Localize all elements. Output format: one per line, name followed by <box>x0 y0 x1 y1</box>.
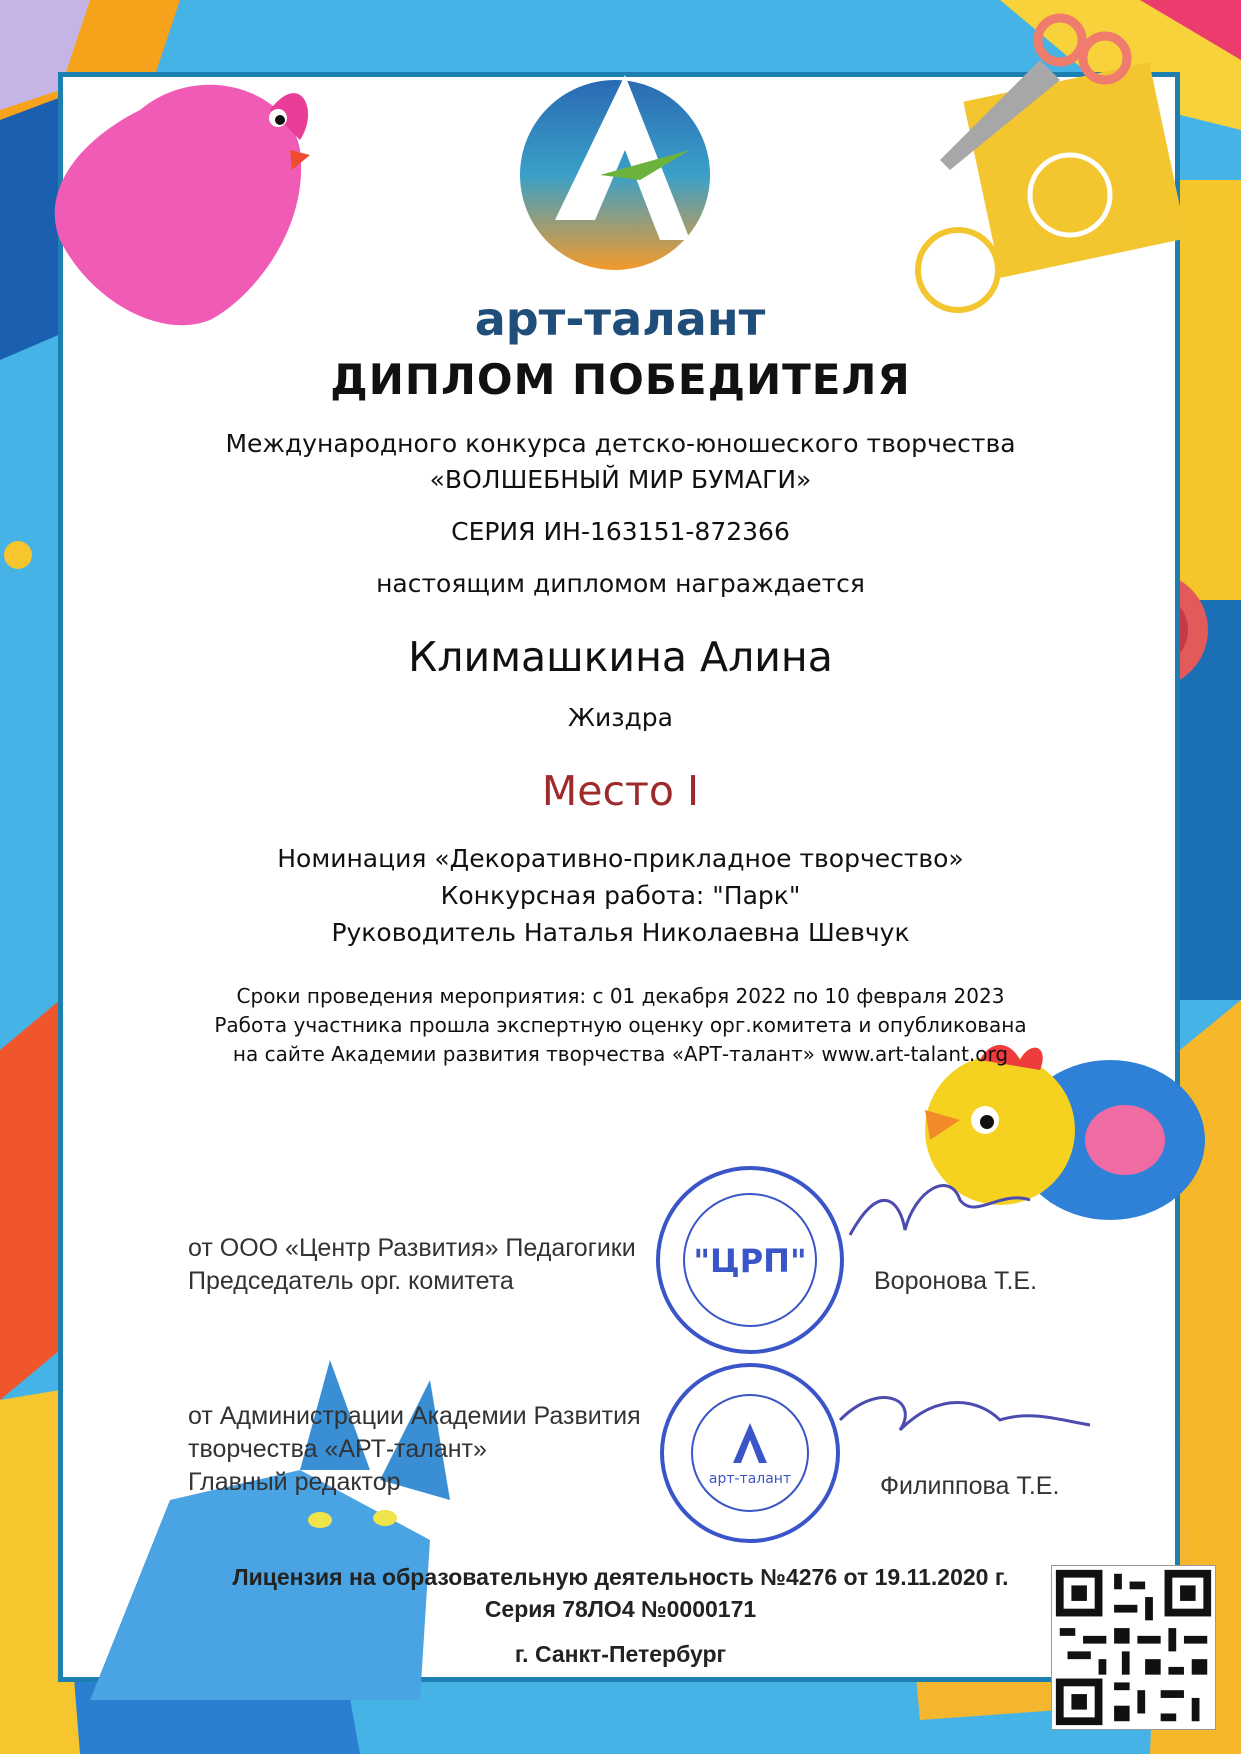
signatory1-org <box>188 1232 636 1298</box>
awarded-text: настоящим дипломом награждается <box>376 569 865 598</box>
event-dates: Сроки проведения мероприятия: с 01 декабря 2022 по 10 февраля 2023 <box>236 984 1005 1008</box>
diploma-title: ДИПЛОМ ПОБЕДИТЕЛЯ <box>330 355 911 404</box>
logo-text: арт-талант <box>474 292 766 346</box>
review-line2: на сайте Академии развития творчества «АРТ-талант» www.art-talant.org <box>232 1042 1009 1066</box>
signatory2-line2: творчества «АРТ-талант» <box>188 1435 487 1463</box>
license-city: г. Санкт-Петербург <box>514 1641 727 1667</box>
signatory1-line1: от ООО «Центр Развития» Педагогики <box>188 1234 636 1262</box>
recipient-city: Жиздра <box>568 703 673 732</box>
nomination-text: Номинация «Декоративно-прикладное творчество» <box>277 844 964 873</box>
stamp-logo-text: арт-талант <box>708 1471 792 1487</box>
contest-name-line1: Международного конкурса детско-юношеского творчества <box>225 429 1016 458</box>
recipient-name: Климашкина Алина <box>408 633 833 681</box>
contest-name-line2: «ВОЛШЕБНЫЙ МИР БУМАГИ» <box>429 465 812 494</box>
signatory2-line1: от Администрации Академии Развития <box>188 1402 641 1430</box>
license-line2: Серия 78ЛО4 №0000171 <box>484 1596 757 1622</box>
signatory1-name: Воронова Т.Е. <box>874 1267 1038 1295</box>
license-line1: Лицензия на образовательную деятельность №4276 от 19.11.2020 г. <box>232 1564 1009 1590</box>
place-award: Место I <box>541 767 700 815</box>
leader-name: Руководитель Наталья Николаевна Шевчук <box>331 918 910 947</box>
work-title: Конкурсная работа: "Парк" <box>440 881 801 910</box>
review-line1: Работа участника прошла экспертную оценку орг.комитета и опубликована <box>214 1013 1027 1037</box>
signatory1-line2: Председатель орг. комитета <box>188 1267 514 1295</box>
qr-code[interactable] <box>1051 1565 1216 1730</box>
stamp-crp-text: "ЦРП" <box>693 1242 807 1280</box>
signatory2-line3: Главный редактор <box>188 1468 401 1496</box>
signatory2-org <box>188 1400 641 1499</box>
series-number: СЕРИЯ ИН-163151-872366 <box>451 517 790 546</box>
signatory2-name: Филиппова Т.Е. <box>880 1472 1060 1500</box>
